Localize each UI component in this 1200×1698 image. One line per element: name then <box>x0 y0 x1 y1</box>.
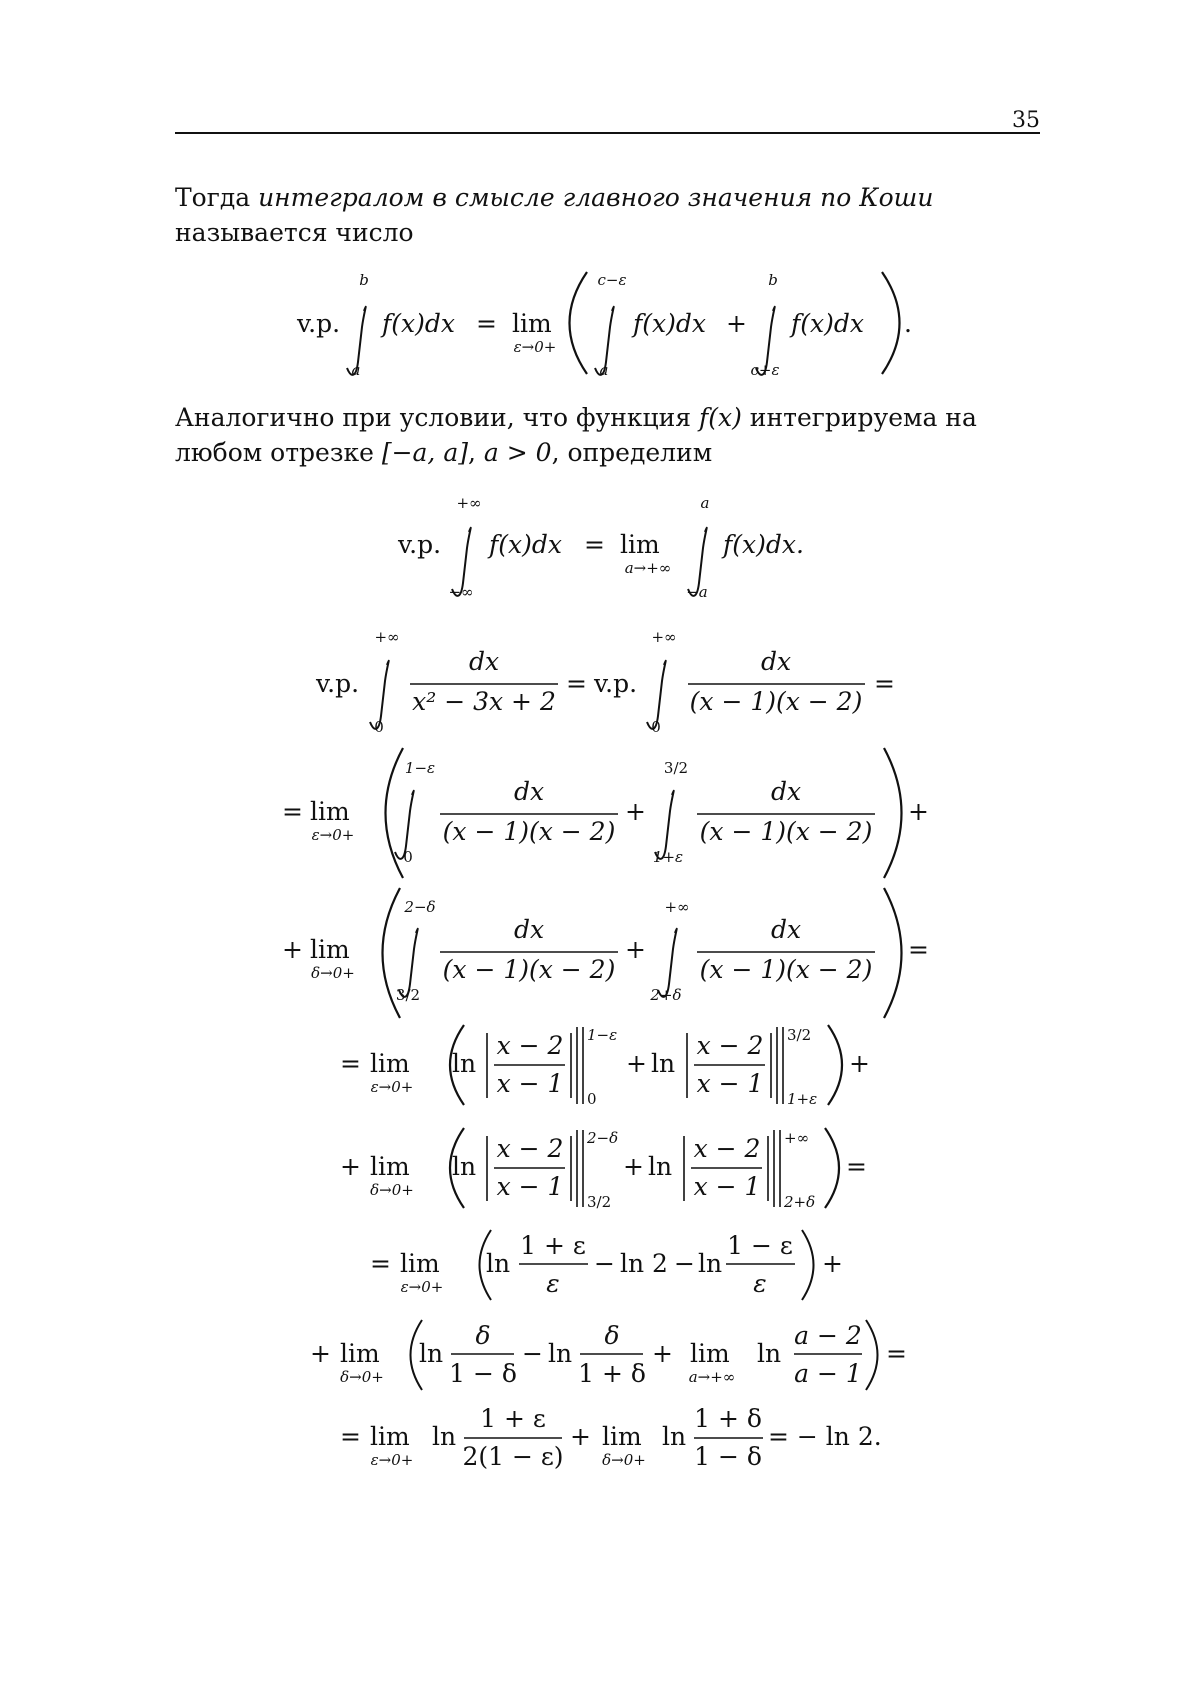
plus-sign: + <box>625 797 646 826</box>
paren-left <box>570 272 588 374</box>
numerator: 1 + δ <box>694 1404 762 1433</box>
para-2-interval: [−a, a] <box>381 438 468 467</box>
limit-upper: +∞ <box>664 898 690 916</box>
paren-right <box>866 1320 878 1390</box>
equals-sign: = <box>584 530 605 559</box>
para-2-cond: a > 0 <box>483 438 552 467</box>
para-1-emphasis: интегралом в смысле главного значения по Коши <box>258 183 934 212</box>
lim-operator: lim <box>620 530 660 559</box>
ln-operator: ln <box>651 1049 676 1078</box>
integrand: f(x)dx <box>633 309 706 338</box>
plus-sign: + <box>282 935 303 964</box>
equals-sign: = <box>340 1049 361 1078</box>
ln-operator: ln <box>757 1339 782 1368</box>
denominator: (x − 1)(x − 2) <box>442 955 616 984</box>
ln-operator: ln <box>452 1152 477 1181</box>
denominator: ε <box>753 1269 767 1298</box>
integrand: f(x)dx <box>489 530 562 559</box>
limit-upper: b <box>768 271 778 289</box>
minus-sign: − <box>594 1249 615 1278</box>
equals-sign: = <box>340 1422 361 1451</box>
numerator: 1 + ε <box>520 1231 586 1260</box>
numerator: 1 − ε <box>727 1231 793 1260</box>
lim-subscript: ε→0+ <box>513 338 557 356</box>
lim-operator: lim <box>602 1422 642 1451</box>
ln-operator: ln <box>432 1422 457 1451</box>
numerator: x − 2 <box>496 1134 564 1163</box>
eval-upper: +∞ <box>784 1129 810 1147</box>
ln-operator: ln <box>419 1339 444 1368</box>
vp-operator: v.p. <box>297 309 341 338</box>
lim-subscript: δ→0+ <box>602 1451 646 1469</box>
eval-upper: 2−δ <box>587 1129 619 1147</box>
denominator: (x − 1)(x − 2) <box>689 687 863 716</box>
eval-upper: 1−ε <box>587 1026 618 1044</box>
lim-operator: lim <box>310 797 350 826</box>
equals-sign: = <box>908 935 929 964</box>
limit-lower: a <box>351 361 361 379</box>
limit-upper: +∞ <box>651 628 677 646</box>
para-1-lead: Тогда <box>175 183 259 212</box>
lim-subscript: ε→0+ <box>400 1278 444 1296</box>
numerator: dx <box>513 915 545 944</box>
denominator: 2(1 − ε) <box>462 1442 564 1471</box>
limit-upper: c−ε <box>597 271 627 289</box>
plus-sign: + <box>908 797 929 826</box>
plus-sign: + <box>310 1339 331 1368</box>
integrand: f(x)dx <box>791 309 864 338</box>
page-number: 35 <box>1012 108 1040 133</box>
ln-operator: ln <box>548 1339 573 1368</box>
plus-sign: + <box>623 1152 644 1181</box>
ln-operator: ln <box>486 1249 511 1278</box>
ln-operator: ln <box>452 1049 477 1078</box>
numerator: x − 2 <box>496 1031 564 1060</box>
equals-sign: = <box>476 309 497 338</box>
denominator: 1 − δ <box>694 1442 762 1471</box>
lim-subscript: δ→0+ <box>340 1368 384 1386</box>
ln-constant: ln 2 <box>620 1249 668 1278</box>
paren-right <box>884 888 902 1018</box>
denominator: x − 1 <box>696 1069 764 1098</box>
integrand: f(x)dx. <box>723 530 804 559</box>
lim-subscript: ε→0+ <box>370 1451 414 1469</box>
minus-sign: − <box>522 1339 543 1368</box>
plus-sign: + <box>849 1049 870 1078</box>
limit-lower: −a <box>686 583 708 601</box>
ln-operator: ln <box>698 1249 723 1278</box>
numerator: 1 + ε <box>480 1404 546 1433</box>
limit-lower: 2+δ <box>650 986 682 1004</box>
plus-sign: + <box>340 1152 361 1181</box>
numerator: δ <box>604 1321 620 1350</box>
equals-sign: = <box>566 669 587 698</box>
numerator: x − 2 <box>693 1134 761 1163</box>
lim-operator: lim <box>370 1049 410 1078</box>
lim-operator: lim <box>512 309 552 338</box>
limit-upper: 3/2 <box>663 759 689 777</box>
limit-upper: +∞ <box>456 494 482 512</box>
para-2-text-c: , определим <box>551 438 713 467</box>
denominator: x − 1 <box>496 1069 564 1098</box>
eval-lower: 2+δ <box>784 1193 816 1211</box>
plus-sign: + <box>625 935 646 964</box>
limit-upper: b <box>359 271 369 289</box>
lim-operator: lim <box>370 1422 410 1451</box>
denominator: 1 − δ <box>449 1359 517 1388</box>
lim-operator: lim <box>400 1249 440 1278</box>
limit-lower: a <box>599 361 609 379</box>
vp-operator: v.p. <box>594 669 638 698</box>
ln-operator: ln <box>662 1422 687 1451</box>
lim-subscript: ε→0+ <box>370 1078 414 1096</box>
limit-lower: c+ε <box>750 361 780 379</box>
denominator: (x − 1)(x − 2) <box>442 817 616 846</box>
eval-upper: 3/2 <box>787 1026 812 1044</box>
limit-lower: −∞ <box>448 583 474 601</box>
lim-operator: lim <box>370 1152 410 1181</box>
vp-operator: v.p. <box>398 530 442 559</box>
paren-right <box>828 1025 842 1105</box>
denominator: a − 1 <box>794 1359 862 1388</box>
paren-right <box>882 272 900 374</box>
lim-operator: lim <box>340 1339 380 1368</box>
equals-sign: = <box>886 1339 907 1368</box>
denominator: x² − 3x + 2 <box>412 687 556 716</box>
limit-upper: a <box>700 494 710 512</box>
limit-lower: 0 <box>651 718 661 736</box>
limit-upper: +∞ <box>374 628 400 646</box>
integrand: f(x)dx <box>382 309 455 338</box>
result: = − ln 2. <box>768 1422 882 1451</box>
equals-sign: = <box>874 669 895 698</box>
plus-sign: + <box>822 1249 843 1278</box>
lim-subscript: a→+∞ <box>624 559 672 577</box>
denominator: 1 + δ <box>578 1359 646 1388</box>
eval-lower: 0 <box>587 1090 597 1108</box>
numerator: dx <box>468 647 500 676</box>
eval-lower: 1+ε <box>787 1090 818 1108</box>
numerator: x − 2 <box>696 1031 764 1060</box>
numerator: dx <box>770 777 802 806</box>
denominator: x − 1 <box>496 1172 564 1201</box>
para-2-text-a: Аналогично при условии, что функция <box>175 403 699 432</box>
minus-sign: − <box>674 1249 695 1278</box>
vp-operator: v.p. <box>316 669 360 698</box>
lim-subscript: ε→0+ <box>311 826 355 844</box>
para-2-comma: , <box>468 438 484 467</box>
numerator: δ <box>475 1321 491 1350</box>
numerator: dx <box>770 915 802 944</box>
denominator: (x − 1)(x − 2) <box>699 817 873 846</box>
numerator: dx <box>760 647 792 676</box>
limit-lower: 0 <box>374 718 384 736</box>
limit-lower: 3/2 <box>395 986 421 1004</box>
numerator: dx <box>513 777 545 806</box>
ln-operator: ln <box>648 1152 673 1181</box>
period: . <box>904 309 912 338</box>
eval-lower: 3/2 <box>587 1193 612 1211</box>
equals-sign: = <box>370 1249 391 1278</box>
denominator: (x − 1)(x − 2) <box>699 955 873 984</box>
para-2-fx: f(x) <box>698 403 742 432</box>
equals-sign: = <box>282 797 303 826</box>
lim-operator: lim <box>690 1339 730 1368</box>
equals-sign: = <box>846 1152 867 1181</box>
limit-upper: 1−ε <box>404 759 436 777</box>
limit-upper: 2−δ <box>404 898 436 916</box>
lim-subscript: a→+∞ <box>688 1368 736 1386</box>
plus-sign: + <box>626 1049 647 1078</box>
numerator: a − 2 <box>794 1321 862 1350</box>
limit-lower: 1+ε <box>652 848 684 866</box>
lim-operator: lim <box>310 935 350 964</box>
paren-right <box>802 1230 814 1300</box>
lim-subscript: δ→0+ <box>311 964 355 982</box>
denominator: x − 1 <box>693 1172 761 1201</box>
paren-right <box>825 1128 839 1208</box>
para-2-text-b: интегрируема на любом отрезке <box>175 403 977 467</box>
limit-lower: 0 <box>403 848 413 866</box>
plus-sign: + <box>652 1339 673 1368</box>
paren-right <box>884 748 902 878</box>
plus-sign: + <box>570 1422 591 1451</box>
para-1-tail: называется число <box>175 218 414 247</box>
lim-subscript: δ→0+ <box>370 1181 414 1199</box>
denominator: ε <box>546 1269 560 1298</box>
plus-sign: + <box>726 309 747 338</box>
